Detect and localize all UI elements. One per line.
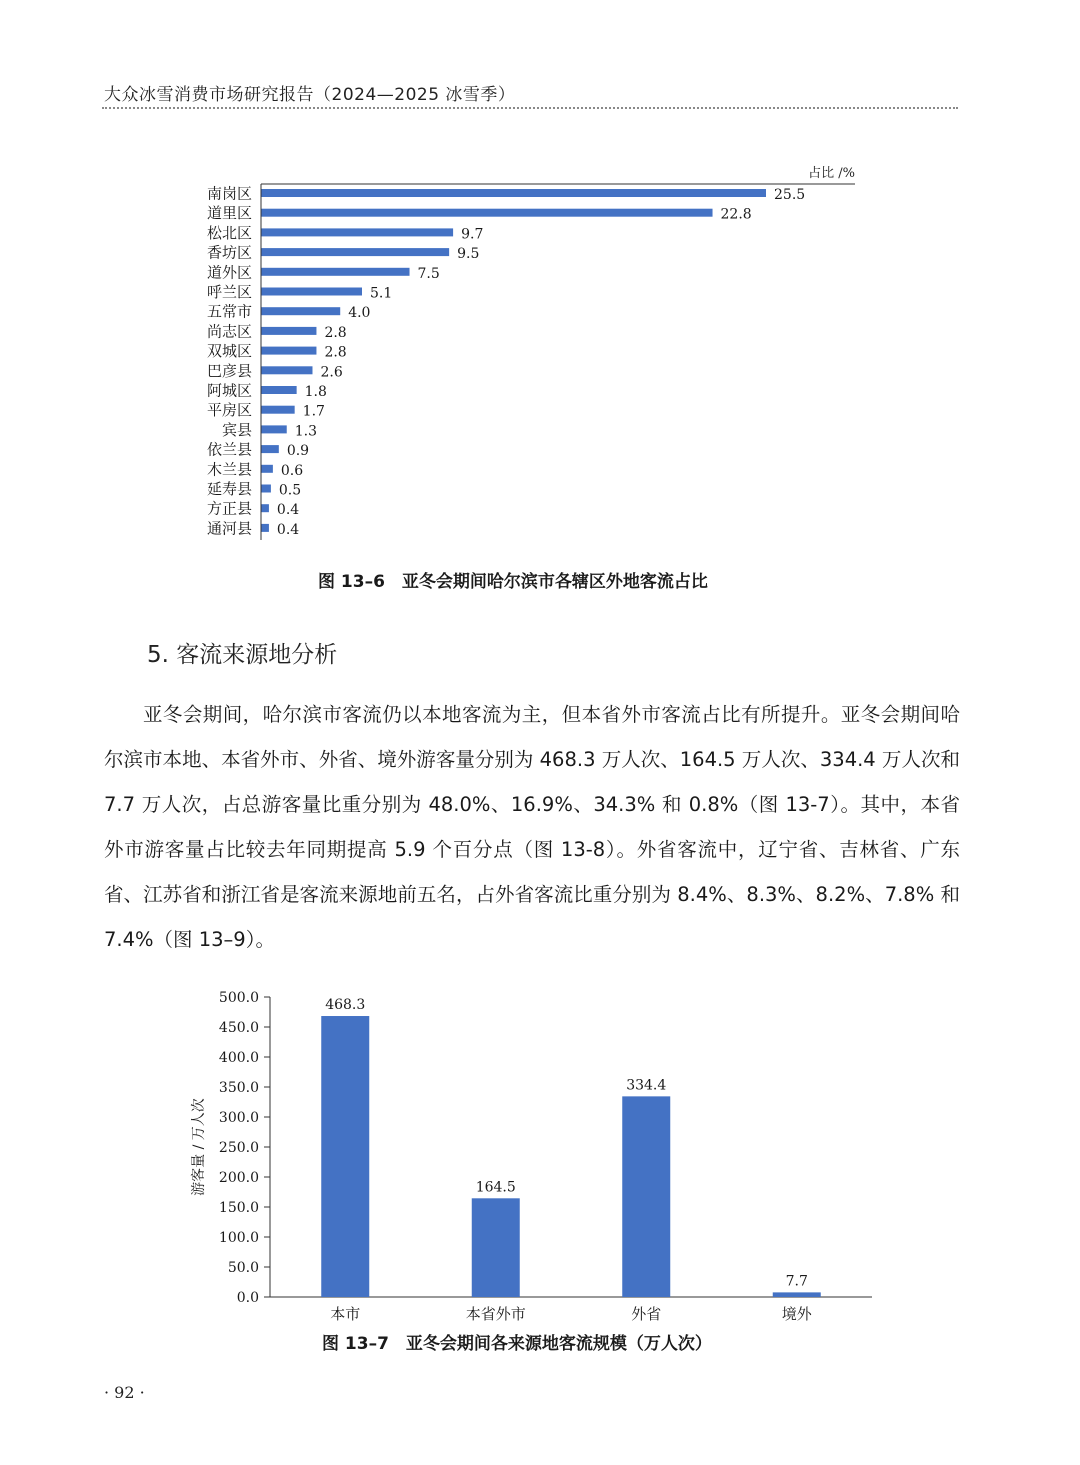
bar bbox=[261, 189, 766, 197]
y-tick-label: 150.0 bbox=[218, 1200, 259, 1216]
value-label: 0.4 bbox=[276, 521, 300, 538]
category-label: 宾县 bbox=[221, 420, 252, 439]
unit-label: 占比 /% bbox=[808, 166, 855, 181]
source-volume-chart bbox=[0, 975, 1080, 1355]
value-label: 2.6 bbox=[320, 364, 343, 381]
category-label: 尚志区 bbox=[206, 322, 252, 341]
category-label: 呼兰区 bbox=[206, 283, 252, 301]
y-tick-label: 100.0 bbox=[218, 1230, 259, 1246]
category-label: 境外 bbox=[781, 1305, 812, 1323]
district-share-chart bbox=[0, 0, 1080, 560]
value-label: 0.5 bbox=[278, 482, 302, 499]
bar bbox=[261, 366, 312, 374]
bar bbox=[261, 485, 271, 493]
value-label: 22.8 bbox=[720, 206, 752, 223]
bar bbox=[261, 504, 269, 512]
category-label: 道外区 bbox=[206, 263, 252, 282]
bar bbox=[321, 1016, 369, 1297]
category-label: 外省 bbox=[631, 1305, 662, 1323]
running-header: 大众冰雪消费市场研究报告（2024—2025 冰雪季） bbox=[104, 85, 516, 105]
bar bbox=[773, 1292, 821, 1297]
body-paragraph bbox=[104, 692, 960, 962]
value-label: 334.4 bbox=[626, 1077, 667, 1094]
value-label: 1.7 bbox=[302, 403, 325, 420]
category-label: 平房区 bbox=[206, 401, 252, 420]
category-label: 方正县 bbox=[206, 499, 252, 518]
y-tick-label: 250.0 bbox=[218, 1140, 259, 1156]
bar bbox=[261, 307, 340, 315]
value-label: 0.4 bbox=[276, 502, 300, 519]
paragraph-text: 亚冬会期间，哈尔滨市客流仍以本地客流为主，但本省外市客流占比有所提升。亚冬会期间哈尔滨市本地、本省外市、外省、境外游客量分别为 468.3 万人次、164.5 万人次、334.4 万人次和 7.7 万人次，占总游客量比重分别为 48.0%、16.9%、34.3% 和 0.8%（图 13-7）。其中，本省外市游客量占比较去年同期提高 5.9 个百分点（图 13-8）。外省客流中，辽宁省、吉林省、广东省、江苏省和浙江省是客流来源地前五名，占外省客流比重分别为 8.4%、8.3%、8.2%、7.8% 和 7.4%（图 13–9）。 bbox=[104, 703, 960, 951]
category-label: 松北区 bbox=[206, 223, 252, 242]
category-label: 双城区 bbox=[206, 342, 252, 361]
bar bbox=[622, 1096, 670, 1297]
category-label: 本市 bbox=[330, 1305, 361, 1323]
y-tick-label: 400.0 bbox=[218, 1050, 259, 1066]
bar bbox=[261, 228, 453, 236]
value-label: 7.5 bbox=[417, 265, 440, 282]
value-label: 4.0 bbox=[348, 305, 371, 322]
y-tick-label: 300.0 bbox=[218, 1110, 259, 1126]
value-label: 5.1 bbox=[370, 285, 393, 302]
bar bbox=[261, 445, 279, 453]
figure-13-6-caption: 图 13–6 亚冬会期间哈尔滨市各辖区外地客流占比 bbox=[318, 572, 708, 592]
category-label: 延寿县 bbox=[206, 480, 252, 498]
bar bbox=[261, 248, 449, 256]
value-label: 2.8 bbox=[324, 344, 347, 361]
value-label: 164.5 bbox=[475, 1179, 516, 1196]
bar bbox=[261, 327, 316, 335]
category-label: 南岗区 bbox=[206, 184, 252, 203]
y-axis-title: 游客量 / 万人次 bbox=[191, 1098, 207, 1196]
category-label: 木兰县 bbox=[206, 460, 252, 479]
bar bbox=[261, 268, 410, 276]
bar bbox=[261, 347, 316, 355]
y-tick-label: 450.0 bbox=[218, 1020, 259, 1036]
section-title: 5. 客流来源地分析 bbox=[147, 642, 338, 668]
value-label: 25.5 bbox=[774, 187, 806, 203]
bar bbox=[261, 465, 273, 473]
value-label: 0.6 bbox=[280, 462, 304, 479]
bar bbox=[261, 425, 287, 433]
y-tick-label: 50.0 bbox=[227, 1260, 259, 1276]
category-label: 阿城区 bbox=[206, 381, 252, 400]
bar bbox=[472, 1198, 520, 1297]
category-label: 通河县 bbox=[206, 519, 252, 538]
value-label: 1.8 bbox=[304, 384, 327, 400]
value-label: 0.9 bbox=[286, 443, 310, 460]
value-label: 1.3 bbox=[294, 423, 318, 440]
bar bbox=[261, 288, 362, 296]
value-label: 2.8 bbox=[324, 324, 347, 341]
bar bbox=[261, 209, 713, 217]
bar bbox=[261, 386, 297, 394]
value-label: 7.7 bbox=[785, 1273, 808, 1290]
y-tick-label: 0.0 bbox=[236, 1290, 259, 1306]
category-label: 五常市 bbox=[206, 302, 252, 321]
category-label: 本省外市 bbox=[465, 1305, 526, 1323]
y-tick-label: 500.0 bbox=[218, 990, 259, 1006]
bar bbox=[261, 524, 269, 532]
value-label: 9.7 bbox=[461, 226, 484, 243]
y-tick-label: 350.0 bbox=[218, 1080, 259, 1096]
value-label: 468.3 bbox=[325, 997, 366, 1014]
category-label: 依兰县 bbox=[206, 440, 252, 459]
category-label: 香坊区 bbox=[206, 243, 252, 262]
category-label: 巴彦县 bbox=[206, 361, 252, 380]
category-label: 道里区 bbox=[206, 204, 252, 223]
bar bbox=[261, 406, 295, 414]
page-number: · 92 · bbox=[104, 1383, 145, 1402]
figure-13-7-caption: 图 13–7 亚冬会期间各来源地客流规模（万人次） bbox=[322, 1334, 712, 1354]
value-label: 9.5 bbox=[457, 246, 480, 263]
y-tick-label: 200.0 bbox=[218, 1170, 259, 1186]
